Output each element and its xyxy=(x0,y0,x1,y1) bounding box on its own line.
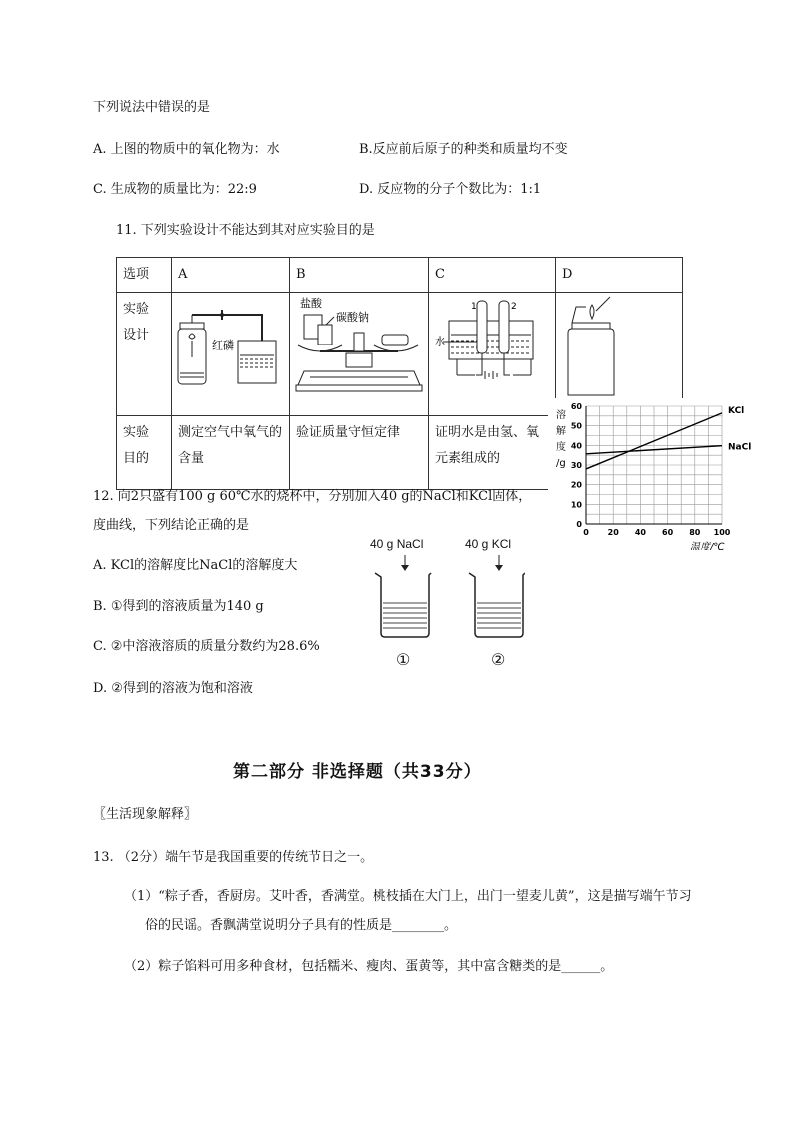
series-label-kcl: KCl xyxy=(728,405,745,416)
solubility-chart-svg xyxy=(548,398,760,550)
q12-stem-line2: 度曲线，下列结论正确的是 xyxy=(93,518,250,533)
q12-option-c: C. ②中溶液溶质的质量分数约为28.6% xyxy=(93,639,320,654)
label-tube-2: 2 xyxy=(511,302,517,312)
purpose-b: 验证质量守恒定律 xyxy=(290,416,429,490)
y-tick-label: 50 xyxy=(570,421,582,431)
label-hydrochloric-acid: 盐酸 xyxy=(300,297,322,310)
purpose-c: 证明水是由氢、氧元素组成的 xyxy=(429,416,556,490)
x-tick-label: 0 xyxy=(583,528,589,537)
part2-subtitle: 〖生活现象解释〗 xyxy=(93,807,198,822)
q13-part1-line1: （1）“粽子香，香厨房。艾叶香，香满堂。桃枝插在大门上，出门一望麦儿黄”，这是描写端午节习 xyxy=(124,889,692,904)
label-tube-1: 1 xyxy=(471,302,477,312)
x-tick-label: 80 xyxy=(689,528,701,537)
apparatus-a-diagram xyxy=(172,293,289,405)
x-tick-label: 40 xyxy=(634,528,646,537)
apparatus-a-cell xyxy=(172,293,290,416)
label-water: 水 xyxy=(435,337,445,348)
apparatus-c-diagram xyxy=(429,293,555,405)
y-tick-label: 10 xyxy=(570,500,582,510)
row-label-design: 实验设计 xyxy=(117,293,172,416)
y-tick-label: 20 xyxy=(570,480,582,490)
beakers-diagram xyxy=(365,553,525,645)
q11-stem: 11. 下列实验设计不能达到其对应实验目的是 xyxy=(116,223,375,238)
x-tick-label: 20 xyxy=(607,528,619,537)
y-axis-label-char: 度 xyxy=(556,442,566,453)
q12-option-a: A. KCl的溶解度比NaCl的溶解度大 xyxy=(93,558,298,573)
beaker-1-label: 40 g NaCl xyxy=(370,537,424,551)
beaker-1-number: ① xyxy=(396,650,411,669)
q12-option-b: B. ①得到的溶液质量为140 g xyxy=(93,599,264,614)
y-tick-label: 60 xyxy=(570,402,582,411)
table-header-c: C xyxy=(429,258,556,293)
y-tick-label: 30 xyxy=(570,461,582,470)
label-red-phosphorus: 红磷 xyxy=(212,339,234,352)
apparatus-d-diagram xyxy=(556,293,682,405)
y-axis-label-char: 解 xyxy=(556,426,566,437)
purpose-a: 测定空气中氧气的含量 xyxy=(172,416,290,490)
q13-part1-line2: 俗的民谣。香飘满堂说明分子具有的性质是________。 xyxy=(145,918,458,933)
part2-title: 第二部分 非选择题（共33分） xyxy=(233,762,482,782)
row-label-purpose: 实验目的 xyxy=(117,416,172,490)
q10-option-c: C. 生成物的质量比为：22:9 xyxy=(93,182,257,197)
q10-stem: 下列说法中错误的是 xyxy=(93,100,211,115)
q10-option-b: B.反应前后原子的种类和质量均不变 xyxy=(359,142,568,157)
x-axis-label: 温度/℃ xyxy=(690,542,725,550)
x-tick-label: 60 xyxy=(662,528,674,537)
table-header-option: 选项 xyxy=(117,258,172,293)
q13-stem: 13. （2分）端午节是我国重要的传统节日之一。 xyxy=(93,850,374,865)
y-tick-label: 0 xyxy=(576,520,582,529)
apparatus-c-cell xyxy=(429,293,556,416)
solubility-chart xyxy=(548,398,760,550)
q12-option-d: D. ②得到的溶液为饱和溶液 xyxy=(93,681,253,696)
table-header-a: A xyxy=(172,258,290,293)
table-header-b: B xyxy=(290,258,429,293)
y-axis-label-char: /g xyxy=(556,458,566,469)
beaker-2-label: 40 g KCl xyxy=(465,537,512,551)
y-tick-label: 40 xyxy=(570,441,582,451)
q10-option-a: A. 上图的物质中的氧化物为：水 xyxy=(93,142,280,157)
apparatus-b-diagram xyxy=(290,293,428,405)
series-label-nacl: NaCl xyxy=(728,442,752,453)
q13-part2: （2）粽子馅料可用多种食材，包括糯米、瘦肉、蛋黄等，其中富含糖类的是______。 xyxy=(124,959,614,974)
y-axis-label-char: 溶 xyxy=(556,410,566,421)
q10-option-d: D. 反应物的分子个数比为：1:1 xyxy=(359,182,542,197)
x-tick-label: 100 xyxy=(713,528,731,537)
apparatus-b-cell xyxy=(290,293,429,416)
table-header-d: D xyxy=(556,258,683,293)
label-sodium-carbonate: 碳酸钠 xyxy=(336,311,369,324)
beaker-2-number: ② xyxy=(491,650,506,669)
q12-stem-line1: 12. 向2只盛有100 g 60℃水的烧杯中，分别加入40 g的NaCl和KCl固体， xyxy=(93,489,532,504)
